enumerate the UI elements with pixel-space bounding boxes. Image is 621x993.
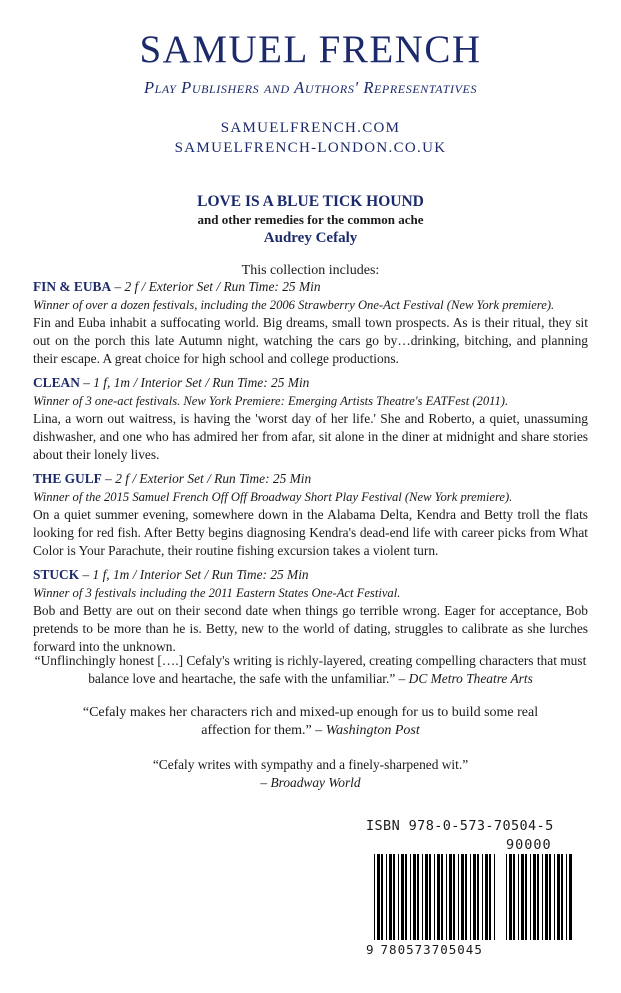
barcode-bar: [422, 854, 423, 940]
barcode-bar: [473, 854, 476, 940]
barcode-bar: [518, 854, 519, 940]
play-description: Fin and Euba inhabit a suffocating world. Big dreams, small town prospects. As is their ritual, they sit out on the porch this late Autumn night, watching the cars go by…drinking, bitching, and planning their escape. A great choice for high school and college productions.: [33, 315, 588, 366]
isbn-barcode: [366, 818, 578, 960]
quote-text: “Cefaly makes her characters rich and mixed-up enough for us to build some real affection for them.”: [82, 705, 539, 738]
publisher-tagline: Play Publishers and Authors' Representatives: [143, 78, 478, 97]
play-title: THE GULF: [33, 471, 102, 486]
barcode-bar: [413, 854, 416, 940]
barcode-bar: [569, 854, 572, 940]
barcode-bar: [446, 854, 447, 940]
play-award: Winner of the 2015 Samuel French Off Off Broadway Short Play Festival (New York premiere).: [33, 490, 513, 504]
play-meta: – 1 f, 1m / Interior Set / Run Time: 25 Min: [79, 567, 309, 582]
barcode-bar: [417, 854, 419, 940]
play-award: Winner of over a dozen festivals, including the 2006 Strawberry One-Act Festival (New York premiere).: [33, 298, 555, 312]
barcode-bar: [398, 854, 399, 940]
barcode-digit-group: 780573: [380, 942, 432, 957]
book-author: Audrey Cefaly: [263, 230, 358, 246]
barcode-bar: [513, 854, 515, 940]
barcode-bar: [506, 854, 507, 940]
barcode-bar: [393, 854, 395, 940]
barcode-bar: [441, 854, 443, 940]
play-title: FIN & EUBA: [33, 279, 112, 294]
barcode-bar: [401, 854, 404, 940]
play-title: CLEAN: [33, 375, 80, 390]
barcode-bar: [530, 854, 531, 940]
barcode-bar: [485, 854, 488, 940]
barcode-bar: [470, 854, 471, 940]
barcode-bar: [537, 854, 539, 940]
play-description: On a quiet summer evening, somewhere down in the Alabama Delta, Kendra and Betty troll the flats looking for red fish. After Betty begins diagnosing Kendra's dead-end life with career picks from What Color is Your Parachute, their routine fishing excursion takes a violent turn.: [33, 507, 588, 558]
barcode-bar: [566, 854, 567, 940]
play-title: STUCK: [33, 567, 80, 582]
barcode-bar: [429, 854, 431, 940]
quote-text: “Cefaly writes with sympathy and a finely-sharpened wit.”: [152, 757, 469, 772]
barcode-digits: [366, 942, 483, 957]
barcode-bar: [381, 854, 383, 940]
barcode-bar: [545, 854, 548, 940]
quote-source: – Washington Post: [315, 723, 420, 738]
book-title: LOVE IS A BLUE TICK HOUND: [197, 193, 424, 210]
barcode-bar: [377, 854, 380, 940]
play-item: [33, 470, 588, 560]
barcode-bar: [465, 854, 467, 940]
barcode-bar: [405, 854, 407, 940]
barcode-bar: [561, 854, 563, 940]
play-item: [33, 278, 588, 368]
quote-text: “Unflinchingly honest [….] Cefaly's writing is richly-layered, creating compelling characters that must balance love and heartache, the safe with the unfamiliar.”: [34, 653, 587, 686]
play-meta: – 2 f / Exterior Set / Run Time: 25 Min: [101, 471, 312, 486]
barcode-bar: [425, 854, 428, 940]
barcode-bar: [458, 854, 459, 940]
barcode-bar: [410, 854, 411, 940]
barcode-bar: [374, 854, 375, 940]
press-quote: [31, 652, 591, 688]
barcode-bar: [509, 854, 512, 940]
barcode-bar: [542, 854, 543, 940]
play-description: Lina, a worn out waitress, is having the 'worst day of her life.' She and Roberto, a quiet, unassuming dishwasher, and one who has admired her from afar, sit alone in the diner at midnight and share stories about their lonely lives.: [33, 411, 588, 462]
collection-intro: This collection includes:: [241, 263, 380, 278]
isbn-label: ISBN 978-0-573-70504-5: [366, 818, 554, 834]
press-quote: [76, 704, 546, 740]
barcode-bar: [489, 854, 491, 940]
publisher-url-uk: SAMUELFRENCH-LONDON.CO.UK: [174, 140, 447, 156]
publisher-url-us: SAMUELFRENCH.COM: [220, 120, 401, 136]
press-quotes: [0, 652, 621, 808]
quote-source: – Broadway World: [260, 775, 361, 790]
play-list: [33, 278, 588, 662]
barcode-bar: [461, 854, 464, 940]
barcode-bar: [521, 854, 524, 940]
barcode-bar: [389, 854, 392, 940]
price-code: 90000: [506, 837, 552, 853]
barcode-bar: [434, 854, 435, 940]
barcode-lead-digit: 9: [366, 942, 375, 957]
barcode-bar: [533, 854, 536, 940]
play-meta: – 1 f, 1m / Interior Set / Run Time: 25 Min: [79, 375, 310, 390]
barcode-bar: [437, 854, 440, 940]
press-quote: [61, 756, 561, 792]
barcode-bar: [494, 854, 495, 940]
barcode-bar: [557, 854, 560, 940]
publisher-name: SAMUEL FRENCH: [139, 28, 482, 71]
barcode-bar: [554, 854, 555, 940]
barcode-icon: [366, 854, 578, 946]
barcode-bar: [477, 854, 479, 940]
play-item: [33, 566, 588, 656]
barcode-bar: [449, 854, 452, 940]
barcode-bar: [525, 854, 527, 940]
play-award: Winner of 3 festivals including the 2011 Eastern States One-Act Festival.: [33, 586, 401, 600]
play-description: Bob and Betty are out on their second date when things go terrible wrong. Eager for acceptance, Bob pretends to be more than he is. Betty, new to the world of dating, struggles to calibrate as she lurches forward into the unknown.: [33, 603, 588, 654]
barcode-digit-group: 705045: [431, 942, 483, 957]
play-item: [33, 374, 588, 464]
barcode-bar: [482, 854, 483, 940]
play-meta: – 2 f / Exterior Set / Run Time: 25 Min: [111, 279, 321, 294]
quote-source: – DC Metro Theatre Arts: [398, 671, 533, 686]
play-award: Winner of 3 one-act festivals. New York Premiere: Emerging Artists Theatre's EATFest (2011).: [33, 394, 509, 408]
barcode-bar: [549, 854, 551, 940]
barcode-bar: [386, 854, 387, 940]
book-subtitle: and other remedies for the common ache: [197, 212, 424, 227]
barcode-bar: [453, 854, 455, 940]
